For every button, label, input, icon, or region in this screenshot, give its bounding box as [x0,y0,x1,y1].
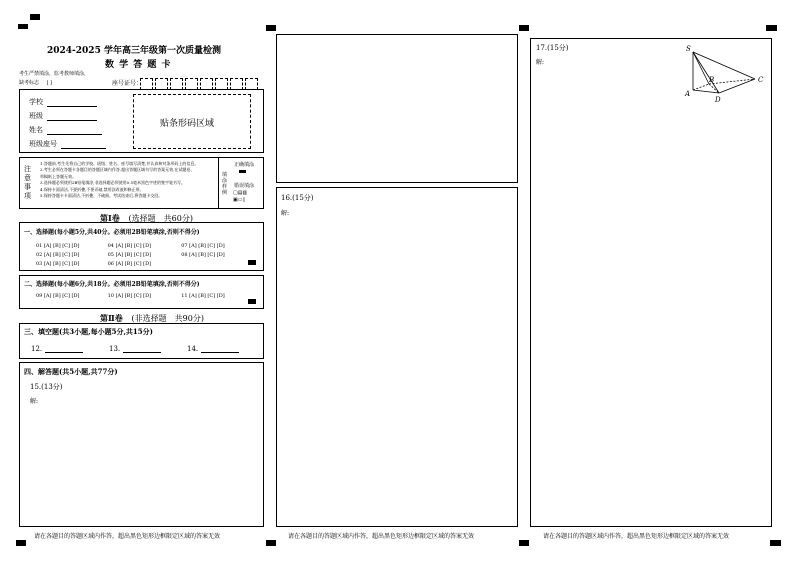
single-choice-options[interactable]: 01 [A] [B] [C] [D] 04 [A] [B] [C] [D] 07 [A] [B] [C] [D] 02 [A] [B] [C] [D] 05 [A] [B] [C] [D] 08 [A] [B] [C] [D] 03 [A] [B] [C] [D] 06 [A] [B] [C] [D] [36,243,225,267]
answer-box-17[interactable] [530,38,772,527]
footer-note-3: 请在各题目的答题区域内作答，超出黑色矩形边框限定区域的答案无效 [543,533,730,540]
field-class[interactable]: 班级 [29,111,97,121]
position-mark [519,25,529,31]
solve-label: 解: [536,59,545,66]
position-mark [770,540,781,546]
edge-sc [693,52,755,79]
question-17-label: 17.(15分) [536,44,569,52]
position-mark [18,24,28,29]
fill-sample-label: 填涂样例 [222,172,228,196]
edge-ab [693,84,709,90]
position-mark [266,25,276,31]
position-mark [248,260,256,265]
instructions-text: 1.答题前,考生先将自己的学校、班级、姓名、座号填写清楚,并认真核对条形码上的信息。 2.考生必须在答题卡各题目的答题区域内作答,超出答题区域书写的答案无效,在试题卷、 草稿纸上答题无效。 3.选择题必须使用2B铅笔填涂;非选择题必须使用0.5毫米黑色字迹的签字笔书写。 4.保持卡面清洁,不要折叠,不要弄破,禁用涂改液和修正带。 5.保持答题卡卡面清洁,不折叠、不破损。考试结束后,将答题卡交回。 [40,161,199,199]
absent-mark-label: 缺考标志 [ ] [19,80,53,86]
multi-choice-heading: 二、选择题(每小题6分,共18分。必须用2B铅笔填涂,否则不得分) [24,281,200,288]
fill-blank-heading: 三、填空题(共3小题,每小题5分,共15分) [24,327,153,336]
field-class-seat[interactable]: 班级座号 [29,139,106,149]
field-school[interactable]: 学校 [29,97,97,107]
field-name[interactable]: 姓名 [29,125,102,135]
pyramid-figure [682,42,770,104]
exam-title: 2024-2025 学年高三年级第一次质量检测 [47,46,221,56]
footer-note-1: 请在各题目的答题区域内作答，超出黑色矩形边框限定区域的答案无效 [34,533,221,540]
instructions-divider [218,157,219,209]
solve-label: 解: [281,210,290,217]
fill-blank-13[interactable]: 13. [109,345,161,353]
answer-box-16[interactable] [276,187,518,527]
position-mark [766,25,777,31]
vertex-s-label: S [686,45,691,53]
multi-choice-options[interactable]: 09 [A] [B] [C] [D] 10 [A] [B] [C] [D] 11 [A] [B] [C] [D] [36,293,225,299]
answer-heading: 四、解答题(共5小题,共77分) [24,367,118,376]
fill-correct-label: 正确填涂 [234,162,255,168]
fill-wrong-label: 错误填涂 [234,183,255,189]
seat-number-cells[interactable] [140,75,262,87]
question-16-label: 16.(15分) [281,194,314,202]
fill-blank-12[interactable]: 12. [31,345,83,353]
position-mark [519,540,529,546]
vertex-b-label: B [709,76,715,84]
vertex-d-label: D [715,96,721,104]
edge-sb [693,52,709,84]
position-mark [248,299,256,304]
solve-label: 解: [30,398,39,405]
part1-heading: 第Ⅰ卷 (选择题 共60分) [100,213,193,223]
part2-heading: 第Ⅱ卷 (非选择题 共90分) [100,313,204,323]
single-choice-heading: 一、选择题(每小题5分,共40分。必须用2B铅笔填涂,否则不得分) [24,229,200,236]
answer-box-15-continued[interactable] [276,34,518,183]
position-mark [266,540,276,546]
footer-note-2: 请在各题目的答题区域内作答，超出黑色矩形边框限定区域的答案无效 [288,533,475,540]
question-15-label: 15.(13分) [30,383,63,391]
instructions-label: 注意事项 [24,165,31,200]
seat-number-label: 座号证号： [112,80,143,87]
vertex-c-label: C [758,76,764,84]
fill-wrong-samples: ▣▭▯ [233,197,246,203]
fill-correct-sample [239,170,246,173]
absent-notice: 考生严禁填涂，监考教师填涂， [19,71,90,77]
edge-ad [693,90,719,93]
card-title: 数 学 答 题 卡 [105,60,172,70]
position-mark [16,540,26,546]
absent-mark-box[interactable]: [ ] [46,80,53,86]
vertex-a-label: A [685,90,691,98]
position-mark [30,14,40,20]
edge-sd [693,52,719,93]
fill-blank-14[interactable]: 14. [187,345,239,353]
barcode-label: 贴条形码区域 [160,119,215,129]
fill-wrong-samples: ▢▤▥ [233,190,248,196]
